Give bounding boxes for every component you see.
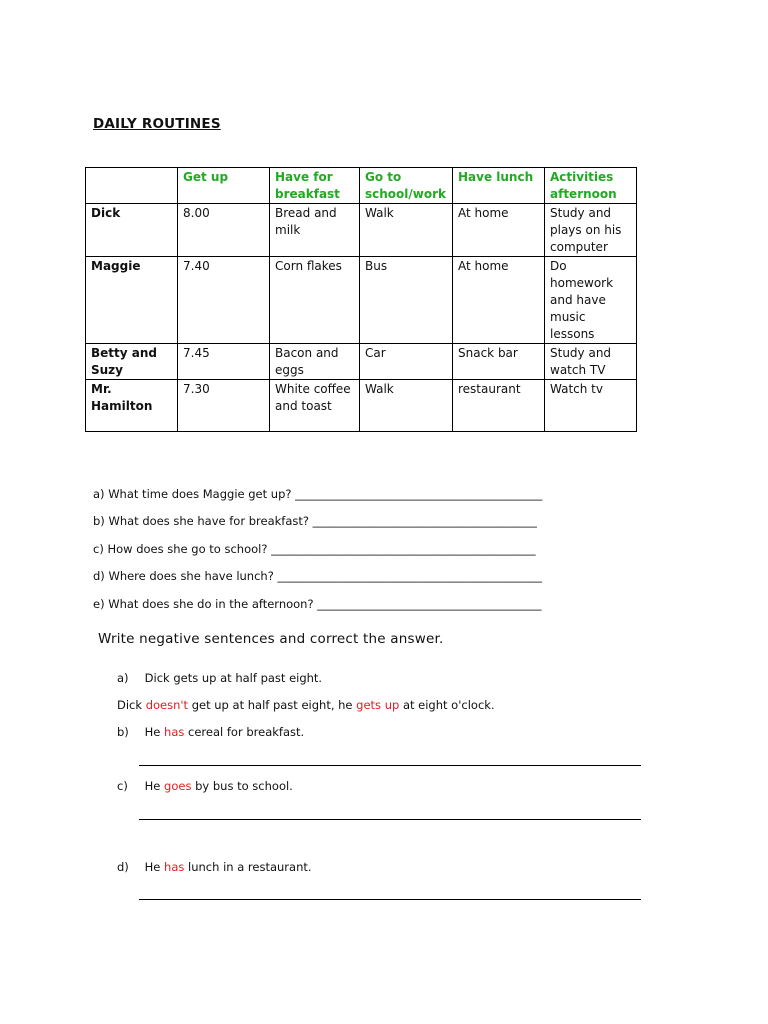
exercise-text: by bus to school. xyxy=(191,779,293,793)
answer-line-d[interactable] xyxy=(139,899,641,900)
cell-afternoon: Study and plays on his computer xyxy=(545,204,637,257)
example-text: get up at half past eight, he xyxy=(188,698,357,712)
cell-lunch: At home xyxy=(453,204,545,257)
question-d: d) Where does she have lunch? ______________________________________________ xyxy=(93,569,542,583)
cell-get-up: 7.30 xyxy=(178,380,270,432)
table-row xyxy=(86,344,637,380)
header-go-to: Go to school/work xyxy=(360,168,453,204)
exercise-text: lunch in a restaurant. xyxy=(184,860,312,874)
exercise-c xyxy=(117,779,293,793)
highlighted-verb: goes xyxy=(164,779,192,793)
cell-breakfast: White coffee and toast xyxy=(270,380,360,432)
exercise-d xyxy=(117,860,312,874)
highlighted-verb: has xyxy=(164,725,185,739)
header-get-up: Get up xyxy=(178,168,270,204)
cell-go-to: Walk xyxy=(360,204,453,257)
exercise-text: cereal for breakfast. xyxy=(184,725,305,739)
exercise-label: a) xyxy=(117,671,129,685)
example-text: at eight o'clock. xyxy=(399,698,495,712)
cell-go-to: Bus xyxy=(360,257,453,344)
exercise-b xyxy=(117,725,304,739)
cell-breakfast: Bacon and eggs xyxy=(270,344,360,380)
cell-afternoon: Study and watch TV xyxy=(545,344,637,380)
cell-lunch: restaurant xyxy=(453,380,545,432)
cell-get-up: 7.45 xyxy=(178,344,270,380)
cell-afternoon: Do homework and have music lessons xyxy=(545,257,637,344)
exercise-label: d) xyxy=(117,860,129,874)
question-e: e) What does she do in the afternoon? _______________________________________ xyxy=(93,597,542,611)
cell-go-to: Walk xyxy=(360,380,453,432)
example-answer xyxy=(117,698,495,712)
exercise-label: b) xyxy=(117,725,129,739)
table-row xyxy=(86,204,637,257)
exercise-text: He xyxy=(144,725,165,739)
highlighted-verb: has xyxy=(164,860,185,874)
instruction-heading: Write negative sentences and correct the answer. xyxy=(98,631,444,647)
exercise-sentence: Dick gets up at half past eight. xyxy=(144,671,323,685)
answer-line-c[interactable] xyxy=(139,819,641,820)
cell-get-up: 8.00 xyxy=(178,204,270,257)
table-header-row xyxy=(86,168,637,204)
cell-lunch: Snack bar xyxy=(453,344,545,380)
table-row xyxy=(86,380,637,432)
negative-verb: doesn't xyxy=(145,698,189,712)
exercise-a xyxy=(117,671,322,685)
exercise-label: c) xyxy=(117,779,128,793)
exercise-text: He xyxy=(144,860,165,874)
question-a: a) What time does Maggie get up? ___________________________________________ xyxy=(93,487,543,501)
row-name: Betty and Suzy xyxy=(86,344,178,380)
cell-lunch: At home xyxy=(453,257,545,344)
cell-breakfast: Corn flakes xyxy=(270,257,360,344)
header-breakfast: Have for breakfast xyxy=(270,168,360,204)
example-text: Dick xyxy=(117,698,146,712)
cell-afternoon: Watch tv xyxy=(545,380,637,432)
question-b: b) What does she have for breakfast? _______________________________________ xyxy=(93,514,537,528)
cell-breakfast: Bread and milk xyxy=(270,204,360,257)
page-title: DAILY ROUTINES xyxy=(93,116,221,132)
row-name: Mr. Hamilton xyxy=(86,380,178,432)
cell-get-up: 7.40 xyxy=(178,257,270,344)
correct-verb: gets up xyxy=(356,698,400,712)
header-afternoon: Activities afternoon xyxy=(545,168,637,204)
question-c: c) How does she go to school? ______________________________________________ xyxy=(93,542,536,556)
header-empty xyxy=(86,168,178,204)
row-name: Maggie xyxy=(86,257,178,344)
row-name: Dick xyxy=(86,204,178,257)
cell-go-to: Car xyxy=(360,344,453,380)
daily-routines-table xyxy=(85,167,637,432)
header-lunch: Have lunch xyxy=(453,168,545,204)
answer-line-b[interactable] xyxy=(139,765,641,766)
exercise-text: He xyxy=(144,779,165,793)
table-row xyxy=(86,257,637,344)
